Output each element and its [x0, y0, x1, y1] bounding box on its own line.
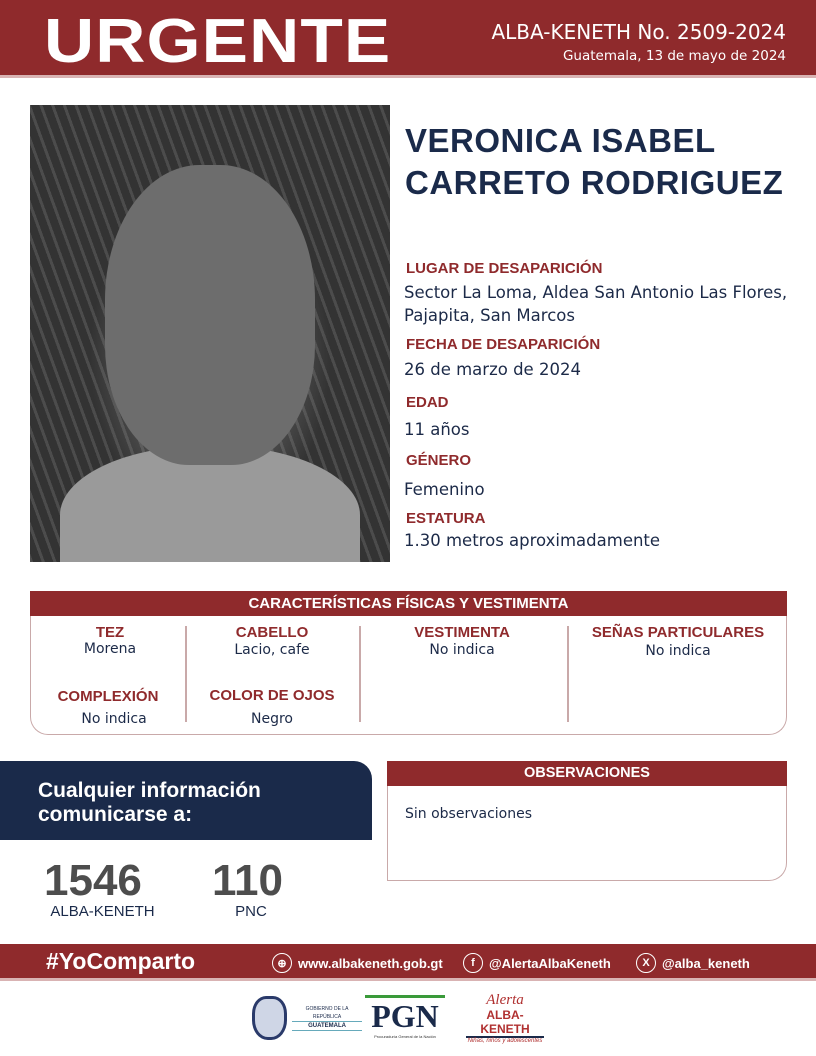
char-value: No indica — [645, 643, 711, 659]
char-label: TEZ — [95, 624, 125, 641]
field-value: 11 años — [404, 420, 470, 439]
gov-guatemala-logo — [252, 995, 362, 1040]
pgn-text: PGN — [365, 995, 445, 1034]
field-value-line: Pajapita, San Marcos — [404, 306, 575, 325]
char-value: No indica — [81, 711, 147, 727]
field-value: 26 de marzo de 2024 — [404, 360, 581, 379]
alba-sub: Niñas, niños y adolescentes — [467, 1038, 543, 1044]
char-value: Lacio, cafe — [234, 642, 310, 658]
field-value: 1.30 metros aproximadamente — [404, 531, 661, 550]
hashtag: #YoComparto — [46, 948, 196, 974]
website-text: www.albakeneth.gob.gt — [298, 955, 443, 971]
footer-bar — [0, 944, 816, 981]
field-value: Femenino — [404, 480, 485, 499]
contact-line: Cualquier información — [38, 779, 261, 802]
characteristics-title: CARACTERÍSTICAS FÍSICAS Y VESTIMENTA — [30, 591, 787, 616]
char-value: Morena — [83, 641, 137, 657]
field-label: GÉNERO — [406, 452, 472, 469]
gov-logo-text: GOBIERNO DE LA REPÚBLICA — [305, 1005, 349, 1020]
alba-text: ALBA-KENETH — [466, 1008, 544, 1038]
field-value — [404, 281, 787, 327]
facebook-link[interactable] — [463, 953, 611, 973]
char-label: SEÑAS PARTICULARES — [591, 624, 765, 641]
field-value-line: Sector La Loma, Aldea San Antonio Las Flores, — [404, 283, 788, 302]
observations-value: Sin observaciones — [405, 806, 533, 822]
char-label: CABELLO — [235, 624, 309, 641]
char-label: VESTIMENTA — [414, 624, 510, 641]
field-label: EDAD — [406, 394, 449, 411]
phone-label: ALBA-KENETH — [50, 903, 155, 920]
char-label: COLOR DE OJOS — [209, 687, 335, 704]
phone-number: 110 — [212, 856, 283, 905]
person-name-line2: CARRETO RODRIGUEZ — [405, 164, 784, 201]
contact-line: comunicarse a: — [38, 803, 193, 826]
urgent-title: URGENTE — [44, 7, 392, 76]
divider — [567, 626, 569, 722]
website-link[interactable] — [272, 953, 443, 973]
person-photo — [30, 105, 390, 562]
observations-title: OBSERVACIONES — [387, 761, 787, 786]
gov-logo-text: GUATEMALA — [292, 1021, 362, 1031]
phone-number: 1546 — [44, 856, 142, 905]
header-bar — [0, 0, 816, 78]
coat-of-arms-icon — [252, 996, 287, 1040]
globe-icon: ⊕ — [272, 953, 292, 973]
char-value: Negro — [251, 711, 293, 727]
case-number: ALBA-KENETH No. 2509-2024 — [491, 20, 786, 44]
char-label: COMPLEXIÓN — [57, 688, 159, 705]
contact-banner — [0, 761, 372, 840]
char-value: No indica — [429, 642, 495, 658]
alerta-alba-keneth-logo — [466, 993, 544, 1044]
x-icon: X — [636, 953, 656, 973]
facebook-text: @AlertaAlbaKeneth — [489, 955, 611, 971]
pgn-sub: Procuraduría General de la Nación — [374, 1034, 436, 1039]
pgn-logo — [365, 995, 445, 1039]
place-date: Guatemala, 13 de mayo de 2024 — [562, 48, 786, 64]
field-label: FECHA DE DESAPARICIÓN — [406, 336, 601, 353]
x-text: @alba_keneth — [662, 955, 750, 971]
field-label: ESTATURA — [406, 510, 486, 527]
phone-label: PNC — [235, 903, 267, 920]
person-name-line1: VERONICA ISABEL — [405, 122, 716, 159]
facebook-icon: f — [463, 953, 483, 973]
x-link[interactable] — [636, 953, 750, 973]
field-label: LUGAR DE DESAPARICIÓN — [406, 260, 603, 277]
alerta-text: Alerta — [486, 992, 524, 1008]
